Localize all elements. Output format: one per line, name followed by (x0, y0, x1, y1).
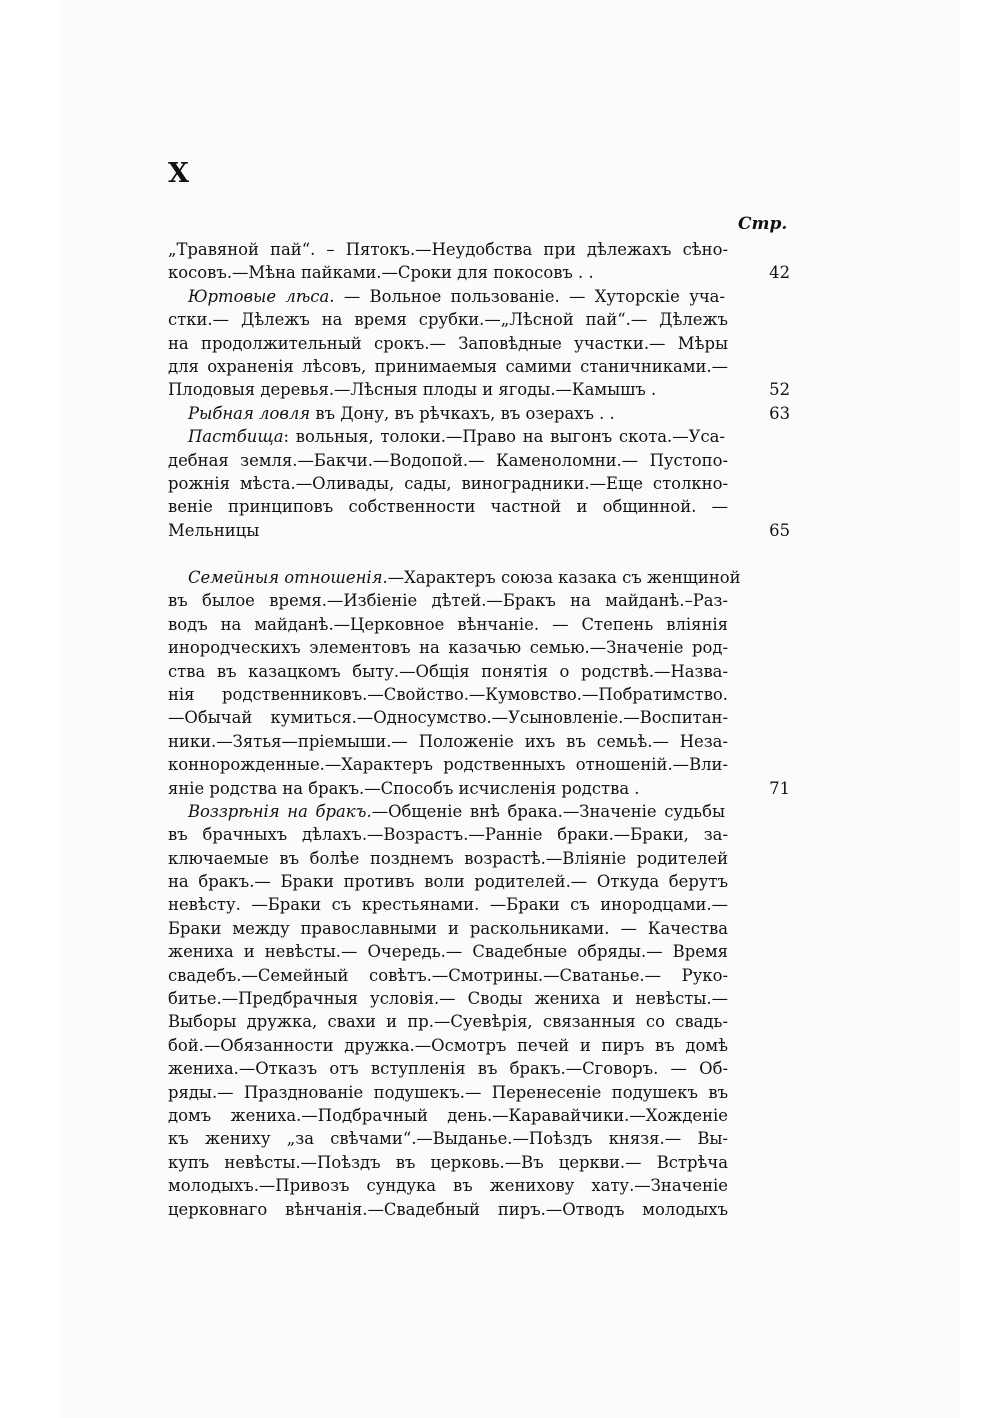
toc-line (168, 355, 790, 378)
toc-line (168, 1081, 790, 1104)
toc-line (168, 613, 790, 636)
toc-line (168, 519, 790, 542)
toc-page-number: 42 (769, 263, 790, 283)
toc-page-number: 65 (769, 520, 790, 540)
toc-line (168, 660, 790, 683)
toc-page-number: 63 (769, 403, 790, 423)
toc-line (168, 823, 790, 846)
toc-line (168, 449, 790, 472)
toc-line-text: Семейныя отношенія.—Характеръ союза казака съ женщиной (188, 568, 741, 587)
toc-line-text: на продолжительный срокъ.— Заповѣдные участки.— Мѣры (168, 333, 728, 353)
toc-line-text: нія родственниковъ.—Свойство.—Кумовство.—Побратимство. (168, 684, 728, 704)
toc-line (168, 917, 790, 940)
toc-line (168, 753, 790, 776)
toc-line (168, 730, 790, 753)
toc-line-text: церковнаго вѣнчанія.—Свадебный пиръ.—Отводъ молодыхъ (168, 1199, 728, 1219)
toc-line (168, 285, 790, 308)
toc-line (168, 589, 790, 612)
toc-line-text: домъ жениха.—Подбрачный день.—Каравайчики.—Хожденіе (168, 1105, 728, 1125)
toc-line (168, 1127, 790, 1150)
toc-line (168, 800, 790, 823)
toc-line-text: на бракъ.— Браки противъ воли родителей.— Откуда берутъ (168, 872, 728, 892)
toc-line (168, 1010, 790, 1033)
toc-line (168, 308, 790, 331)
toc-line-text: Рыбная ловля въ Дону, въ рѣчкахъ, въ озерахъ . . (188, 403, 615, 423)
toc-line (168, 636, 790, 659)
toc-line-text: свадебъ.—Семейный совѣтъ.—Смотрины.—Сватанье.— Руко- (168, 965, 728, 985)
toc-line (168, 706, 790, 729)
toc-line (168, 472, 790, 495)
toc-line-text: битье.—Предбрачныя условія.— Своды жениха и невѣсты.— (168, 989, 728, 1009)
toc-line (168, 870, 790, 893)
toc-line-text: Мельницы (168, 520, 260, 540)
toc-line-text: водъ на майданѣ.—Церковное вѣнчаніе. — Степень вліянія (168, 614, 728, 634)
toc-line (168, 332, 790, 355)
page-column-header: Стр. (738, 214, 788, 234)
toc-line (168, 425, 790, 448)
toc-line-text: рожнія мѣста.—Оливады, сады, виноградники.—Еще столкно- (168, 473, 728, 493)
toc-line-text: купъ невѣсты.—Поѣздъ въ церковь.—Въ церкви.— Встрѣча (168, 1152, 728, 1172)
toc-line (168, 847, 790, 870)
toc-line-text: Пастбища: вольныя, толоки.—Право на выгонъ скота.—Уса- (188, 427, 725, 447)
toc-line-text: ники.—Зятья—пріемыши.— Положеніе ихъ въ семьѣ.— Неза- (168, 731, 728, 751)
toc-line (168, 566, 790, 589)
toc-line (168, 1151, 790, 1174)
toc-line-text: стки.— Дѣлежъ на время срубки.—„Лѣсной пай“.— Дѣлежъ (168, 310, 728, 330)
toc-line-text: Воззрѣнія на бракъ.—Общеніе внѣ брака.—Значеніе судьбы (188, 801, 725, 821)
toc-line-text: для охраненія лѣсовъ, принимаемыя самими станичниками.— (168, 356, 728, 376)
toc-line-text: „Травяной пай“. – Пятокъ.—Неудобства при дѣлежахъ сѣно- (168, 240, 728, 259)
toc-line (168, 402, 790, 425)
toc-line-text: въ былое время.—Избіеніе дѣтей.—Бракъ на майданѣ.–Раз- (168, 591, 728, 611)
toc-page-number: 71 (769, 778, 790, 798)
toc-line-text: въ брачныхъ дѣлахъ.—Возрастъ.—Ранніе браки.—Браки, за- (168, 825, 728, 845)
toc-line (168, 495, 790, 518)
toc-line-text: яніе родства на бракъ.—Способъ исчисленія родства . (168, 778, 640, 798)
toc-line (168, 261, 790, 284)
toc-line (168, 940, 790, 963)
toc-line (168, 1034, 790, 1057)
toc-line-text: инородческихъ элементовъ на казачью семью.—Значеніе род- (168, 638, 728, 658)
toc-line-text: невѣсту. —Браки съ крестьянами. —Браки съ инородцами.— (168, 895, 728, 915)
toc-line-text: молодыхъ.—Привозъ сундука въ женихову хату.—Значеніе (168, 1176, 728, 1196)
toc-line-text: Плодовыя деревья.—Лѣсныя плоды и ягоды.—Камышъ . (168, 380, 657, 400)
toc-line (168, 683, 790, 706)
toc-line (168, 1057, 790, 1080)
toc-line-text: —Обычай кумиться.—Односумство.—Усыновленіе.—Воспитан- (168, 708, 728, 728)
toc-line (168, 1104, 790, 1127)
toc-line-text: жениха и невѣсты.— Очередь.— Свадебные обряды.— Время (168, 942, 728, 962)
toc-line-text: ключаемые въ болѣе позднемъ возрастѣ.—Вліяніе родителей (168, 848, 728, 868)
toc-line (168, 777, 790, 800)
page-roman-numeral: X (168, 158, 190, 189)
toc-line (168, 1174, 790, 1197)
toc-line-text: Выборы дружка, свахи и пр.—Суевѣрія, связанныя со свадь- (168, 1012, 728, 1032)
toc-line-text: Юртовые лѣса. — Вольное пользованіе. — Хуторскіе уча- (188, 286, 725, 306)
toc-line (168, 964, 790, 987)
toc-line-text: къ жениху „за свѣчами“.—Выданье.—Поѣздъ князя.— Вы- (168, 1129, 728, 1149)
toc-line-text: ства въ казацкомъ быту.—Общія понятія о родствѣ.—Назва- (168, 661, 728, 681)
toc-line (168, 238, 790, 261)
toc-page-number: 52 (769, 380, 790, 400)
toc-line-text: бой.—Обязанности дружка.—Осмотръ печей и пиръ въ домѣ (168, 1035, 728, 1055)
toc-line (168, 378, 790, 401)
toc-line-text: Браки между православными и раскольниками. — Качества (168, 918, 728, 938)
toc-line-text: жениха.—Отказъ отъ вступленія въ бракъ.—Сговоръ. — Об- (168, 1059, 728, 1079)
toc-line (168, 893, 790, 916)
toc-line (168, 987, 790, 1010)
toc-line-text: веніе принциповъ собственности частной и общинной. — (168, 497, 728, 517)
toc-line-text: коннорожденные.—Характеръ родственныхъ отношеній.—Вли- (168, 755, 728, 775)
toc-line-text: косовъ.—Мѣна пайками.—Сроки для покосовъ . . (168, 263, 594, 283)
toc-line-text: ряды.— Празднованіе подушекъ.— Перенесеніе подушекъ въ (168, 1082, 728, 1102)
toc-block-2 (168, 566, 790, 1221)
toc-block-1 (168, 238, 790, 542)
toc-line-text: дебная земля.—Бакчи.—Водопой.— Каменоломни.— Пустопо- (168, 450, 728, 470)
toc-line (168, 1198, 790, 1221)
